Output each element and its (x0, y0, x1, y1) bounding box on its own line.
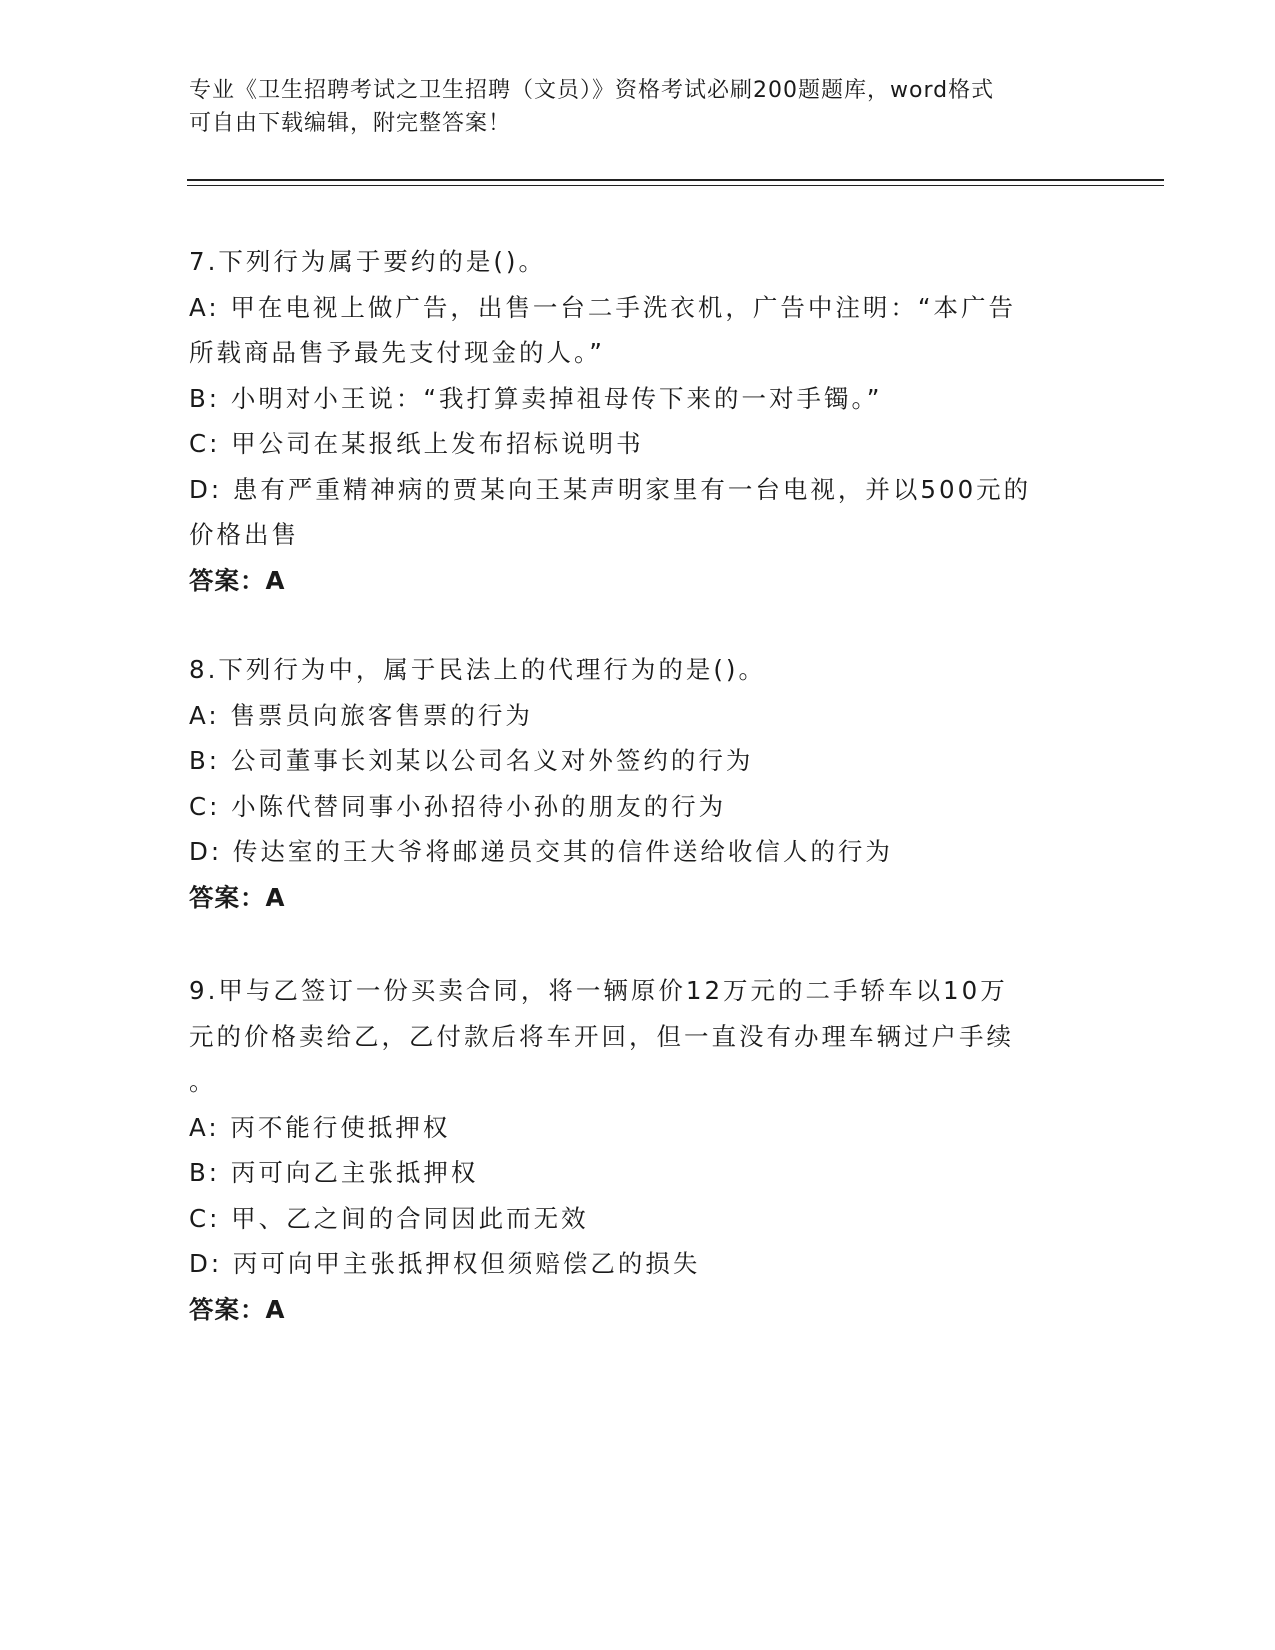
question-stem: 9.甲与乙签订一份买卖合同，将一辆原价12万元的二手轿车以10万 (189, 976, 1008, 1005)
header-title-line-2: 可自由下载编辑，附完整答案！ (189, 111, 512, 136)
answer-label: 答案：A (189, 565, 286, 595)
question-stem-end: 。 (189, 1067, 217, 1096)
option-a: A: 甲在电视上做广告，出售一台二手洗衣机，广告中注明：“本广告 (189, 292, 1017, 322)
answer-label: 答案：A (189, 1294, 286, 1324)
option-d: D: 传达室的王大爷将邮递员交其的信件送给收信人的行为 (189, 837, 893, 866)
header-divider-thin (187, 185, 1164, 186)
header-divider-thick (187, 179, 1164, 181)
question-stem: 7.下列行为属于要约的是()。 (189, 247, 546, 276)
option-c: C: 小陈代替同事小孙招待小孙的朋友的行为 (189, 791, 727, 821)
option-d: D: 患有严重精神病的贾某向王某声明家里有一台电视，并以500元的 (189, 474, 1032, 504)
option-a: A: 丙不能行使抵押权 (189, 1112, 451, 1142)
question-7 (189, 239, 1089, 603)
option-c: C: 甲公司在某报纸上发布招标说明书 (189, 429, 644, 458)
option-b: B: 公司董事长刘某以公司名义对外签约的行为 (189, 746, 754, 775)
option-d: D: 丙可向甲主张抵押权但须赔偿乙的损失 (189, 1249, 701, 1278)
header-title-line-1: 专业《卫生招聘考试之卫生招聘（文员）》资格考试必刷200题题库，word格式 (189, 78, 995, 103)
option-d-continued: 价格出售 (189, 520, 299, 549)
answer-label: 答案：A (189, 882, 286, 912)
option-c: C: 甲、乙之间的合同因此而无效 (189, 1203, 589, 1233)
option-b: B: 丙可向乙主张抵押权 (189, 1158, 479, 1187)
question-stem: 8.下列行为中，属于民法上的代理行为的是()。 (189, 655, 766, 684)
document-header (189, 74, 1089, 140)
option-a-continued: 所载商品售予最先支付现金的人。” (189, 338, 605, 367)
question-9 (189, 968, 1089, 1332)
question-stem-continued: 元的价格卖给乙，乙付款后将车开回，但一直没有办理车辆过户手续 (189, 1021, 1014, 1051)
option-b: B: 小明对小王说：“我打算卖掉祖母传下来的一对手镯。” (189, 383, 883, 413)
option-a: A: 售票员向旅客售票的行为 (189, 700, 533, 730)
question-8 (189, 647, 1089, 920)
